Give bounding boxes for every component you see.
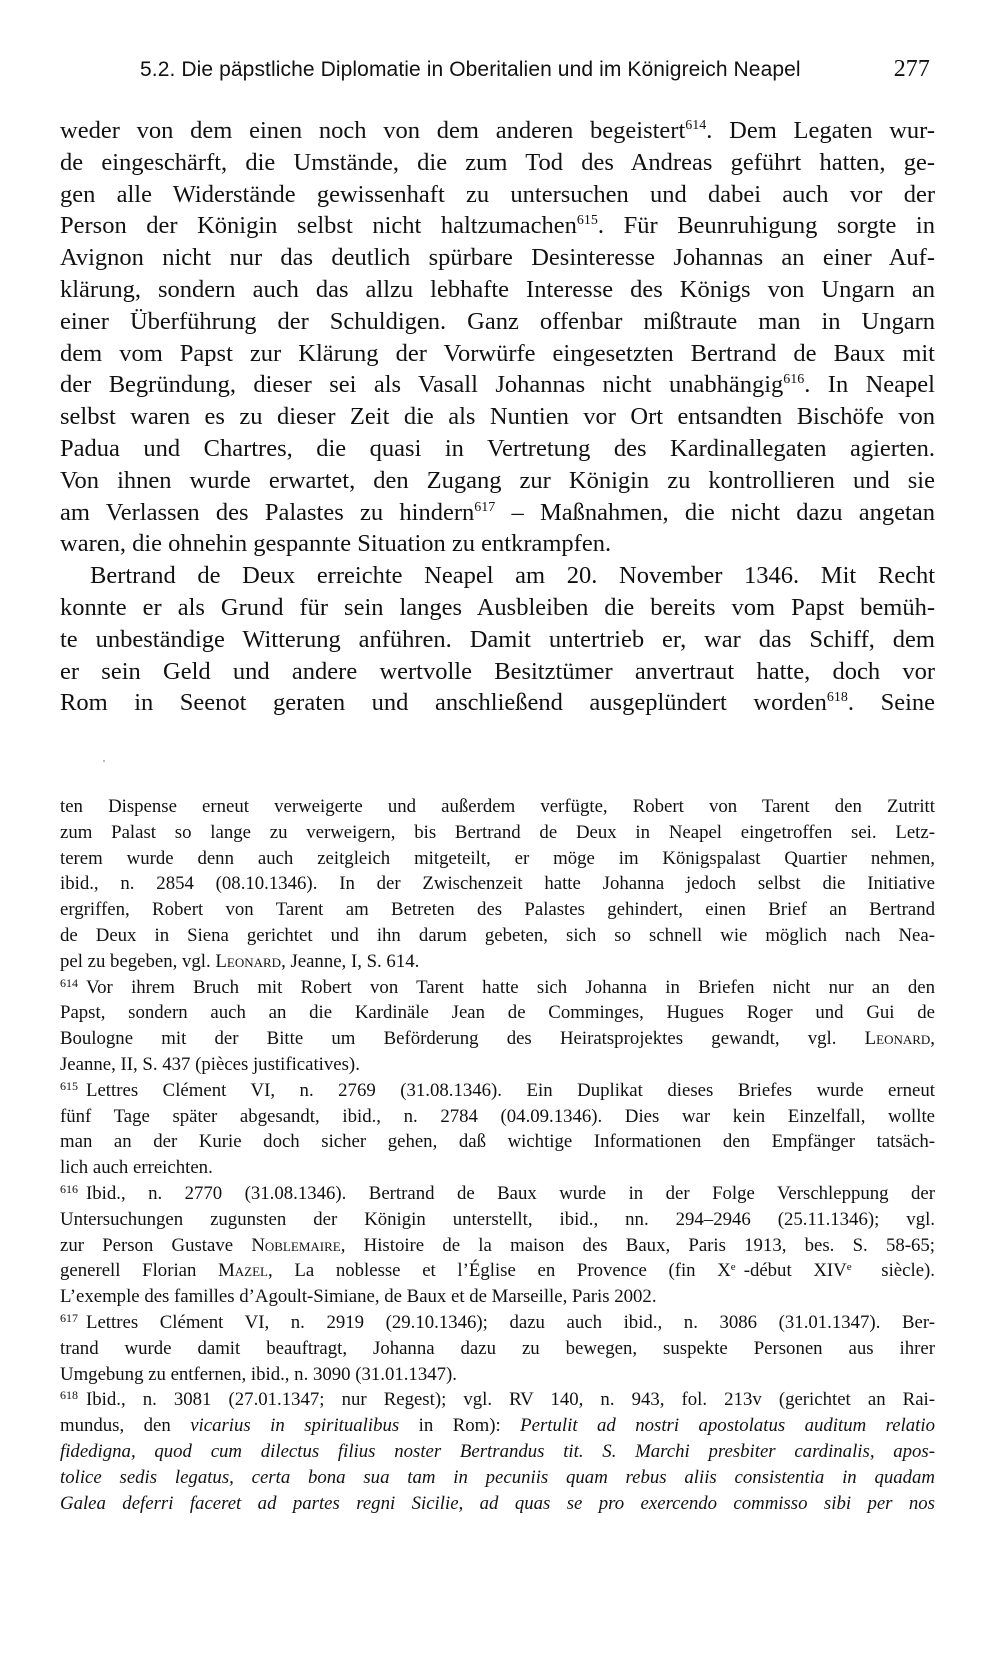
footnote-618 (60, 1387, 935, 1516)
author-name: Leonard (864, 1028, 931, 1050)
text-line: Umgebung zu entfernen, ibid., n. 3090 (31.01.1347). (60, 1363, 457, 1385)
text-line: de Deux in Siena gerichtet und ihn darum gebeten, sich so schnell wie möglich nach Nea- (60, 924, 935, 946)
text-line: man an der Kurie doch sicher gehen, daß wichtige Informationen den Empfänger tatsäch- (60, 1131, 935, 1153)
text-line: fünf Tage später abgesandt, ibid., n. 2784 (04.09.1346). Dies war kein Einzelfall, wollte (60, 1105, 935, 1127)
text-line: dem vom Papst zur Klärung der Vorwürfe eingesetzten Bertrand de Baux mit (60, 339, 935, 367)
text-line: zum Palast so lange zu verweigern, bis Bertrand de Deux in Neapel eingetroffen sei. Letz- (60, 821, 935, 843)
text-line: $^{618}$ Ibid., n. 3081 (27.01.1347; nur Regest); vgl. RV 140, n. 943, fol. 213v (gerichtet an Rai- (60, 1388, 935, 1411)
footnote-ref-615[interactable]: 615 (576, 213, 598, 229)
footnote-number: 616 (60, 1181, 78, 1196)
footnote-number: 618 (60, 1388, 78, 1403)
text-line: Untersuchungen zugunsten der Königin unterstellt, ibid., nn. 294–2946 (25.11.1346); vgl. (60, 1208, 935, 1230)
paragraph-1 (60, 115, 935, 560)
footnote-number: 617 (60, 1310, 78, 1325)
text-line: generell Florian Mazel, La noblesse et l’Église en Provence (fin Xe -début XIVe siècle). (60, 1260, 935, 1282)
running-title: 5.2. Die päpstliche Diplomatie in Oberitalien und im Königreich Neapel (140, 58, 801, 81)
text-line: der Begründung, dieser sei als Vasall Johannas nicht unabhängig$^{616}$. In Neapel (60, 371, 935, 399)
text-line: am Verlassen des Palastes zu hindern$^{617}$ – Maßnahmen, die nicht dazu angetan (60, 498, 935, 526)
footnote-ref-614[interactable]: 614 (685, 118, 707, 133)
text-line: $^{616}$ Ibid., n. 2770 (31.08.1346). Bertrand de Baux wurde in der Folge Verschleppung der (60, 1181, 935, 1204)
text-line: konnte er als Grund für sein langes Ausbleiben die bereits vom Papst bemüh- (60, 593, 935, 621)
author-name: Noblemaire (251, 1234, 341, 1256)
text-line: lich auch erreichten. (60, 1157, 213, 1179)
footnote-number: 615 (60, 1078, 78, 1093)
footnote-ref-618[interactable]: 618 (826, 690, 848, 706)
text-line: Papst, sondern auch an die Kardinäle Jean de Comminges, Hugues Roger und Gui de (60, 1002, 935, 1024)
page-number: 277 (893, 56, 930, 82)
text-line: te unbeständige Witterung anführen. Damit untertrieb er, war das Schiff, dem (60, 625, 935, 653)
text-line: Rom in Seenot geraten und anschließend ausgeplündert worden$^{618}$. Seine (60, 689, 935, 717)
text-line: selbst waren es zu dieser Zeit die als Nuntien vor Ort entsandten Bischöfe von (60, 403, 935, 431)
text-line: mundus, den vicarius in spiritualibus in Rom): Pertulit ad nostri apostolatus auditum relatio (60, 1415, 935, 1437)
text-line: tolice sedis legatus, certa bona sua tam in pecuniis quam rebus aliis consistentia in quadam (60, 1466, 935, 1488)
footnote-number: 614 (60, 975, 78, 990)
footnote-ref-616[interactable]: 616 (783, 372, 805, 388)
author-name: Leonard (215, 950, 282, 972)
footnote-617 (60, 1310, 935, 1387)
footnote-615 (60, 1078, 935, 1181)
running-header (140, 56, 930, 92)
text-line: einer Überführung der Schuldigen. Ganz offenbar mißtraute man in Ungarn (60, 307, 935, 335)
text-line: terem wurde denn auch zeitgleich mitgeteilt, er möge im Königspalast Quartier nehmen, (60, 847, 935, 869)
text-line: weder von dem einen noch von dem anderen begeistert$^{614}$. Dem Legaten wur- (60, 117, 935, 144)
latin-quote: Pertulit ad nostri apostolatus auditum relatio (520, 1415, 935, 1437)
text-line: de eingeschärft, die Umstände, die zum Tod des Andreas geführt hatten, ge- (60, 148, 935, 176)
text-line: $^{617}$ Lettres Clément VI, n. 2919 (29.10.1346); dazu auch ibid., n. 3086 (31.01.1347). Ber- (60, 1310, 935, 1333)
text-line: er sein Geld und andere wertvolle Besitztümer anvertraut hatte, doch vor (60, 657, 935, 685)
text-line: Jeanne, II, S. 437 (pièces justificatives). (60, 1053, 360, 1075)
text-line: zur Person Gustave Noblemaire, Histoire de la maison des Baux, Paris 1913, bes. S. 58-65; (60, 1234, 935, 1256)
text-line: Galea deferri faceret ad partes regni Sicilie, ad quas se pro exercendo commisso sibi per nos (60, 1492, 935, 1514)
text-line: $^{614}$ Vor ihrem Bruch mit Robert von Tarent hatte sich Johanna in Briefen nicht nur an den (60, 975, 935, 998)
footnotes (60, 794, 935, 1516)
paragraph-2 (60, 560, 935, 719)
text-line: pel zu begeben, vgl. Leonard, Jeanne, I, S. 614. (60, 950, 420, 972)
text-line: fidedigna, quod cum dilectus filius noster Bertrandus tit. S. Marchi presbiter cardinalis, apos- (60, 1440, 935, 1462)
footnote-616 (60, 1181, 935, 1310)
footnote-ref-617[interactable]: 617 (474, 499, 496, 515)
text-line: Bertrand de Deux erreichte Neapel am 20. November 1346. Mit Recht (90, 562, 935, 590)
text-line: ten Dispense erneut verweigerte und außerdem verfügte, Robert von Tarent den Zutritt (60, 796, 935, 817)
text-line: Padua und Chartres, die quasi in Vertretung des Kardinallegaten agierten. (60, 434, 935, 462)
text-line: trand wurde damit beauftragt, Johanna dazu zu bewegen, suspekte Personen aus ihrer (60, 1337, 935, 1359)
footnote-separator (103, 760, 105, 762)
footnote-614 (60, 975, 935, 1078)
text-line: klärung, sondern auch das allzu lebhafte Interesse des Königs von Ungarn an (60, 275, 935, 303)
text-line: Person der Königin selbst nicht haltzumachen$^{615}$. Für Beunruhigung sorgte in (60, 212, 935, 240)
text-line: ibid., n. 2854 (08.10.1346). In der Zwischenzeit hatte Johanna jedoch selbst die Initiative (60, 873, 935, 895)
text-line: waren, die ohnehin gespannte Situation zu entkrampfen. (60, 530, 612, 558)
author-name: Mazel (218, 1260, 268, 1282)
text-line: ergriffen, Robert von Tarent am Betreten des Palastes gehindert, einen Brief an Bertrand (60, 899, 935, 921)
text-line: $^{615}$ Lettres Clément VI, n. 2769 (31.08.1346). Ein Duplikat dieses Briefes wurde erneut (60, 1078, 935, 1101)
text-line: Von ihnen wurde erwartet, den Zugang zur Königin zu kontrollieren und sie (60, 466, 935, 494)
latin-term: vicarius in spiritualibus (190, 1415, 400, 1437)
text-line: Avignon nicht nur das deutlich spürbare Desinteresse Johannas an einer Auf- (60, 244, 935, 272)
text-line: L’exemple des familles d’Agoult-Simiane, de Baux et de Marseille, Paris 2002. (60, 1286, 657, 1308)
text-line: Boulogne mit der Bitte um Beförderung des Heiratsprojektes gewandt, vgl. Leonard, (60, 1028, 935, 1050)
main-text (60, 115, 935, 719)
footnote-continuation (60, 794, 935, 975)
text-line: gen alle Widerstände gewissenhaft zu untersuchen und dabei auch vor der (60, 180, 935, 208)
